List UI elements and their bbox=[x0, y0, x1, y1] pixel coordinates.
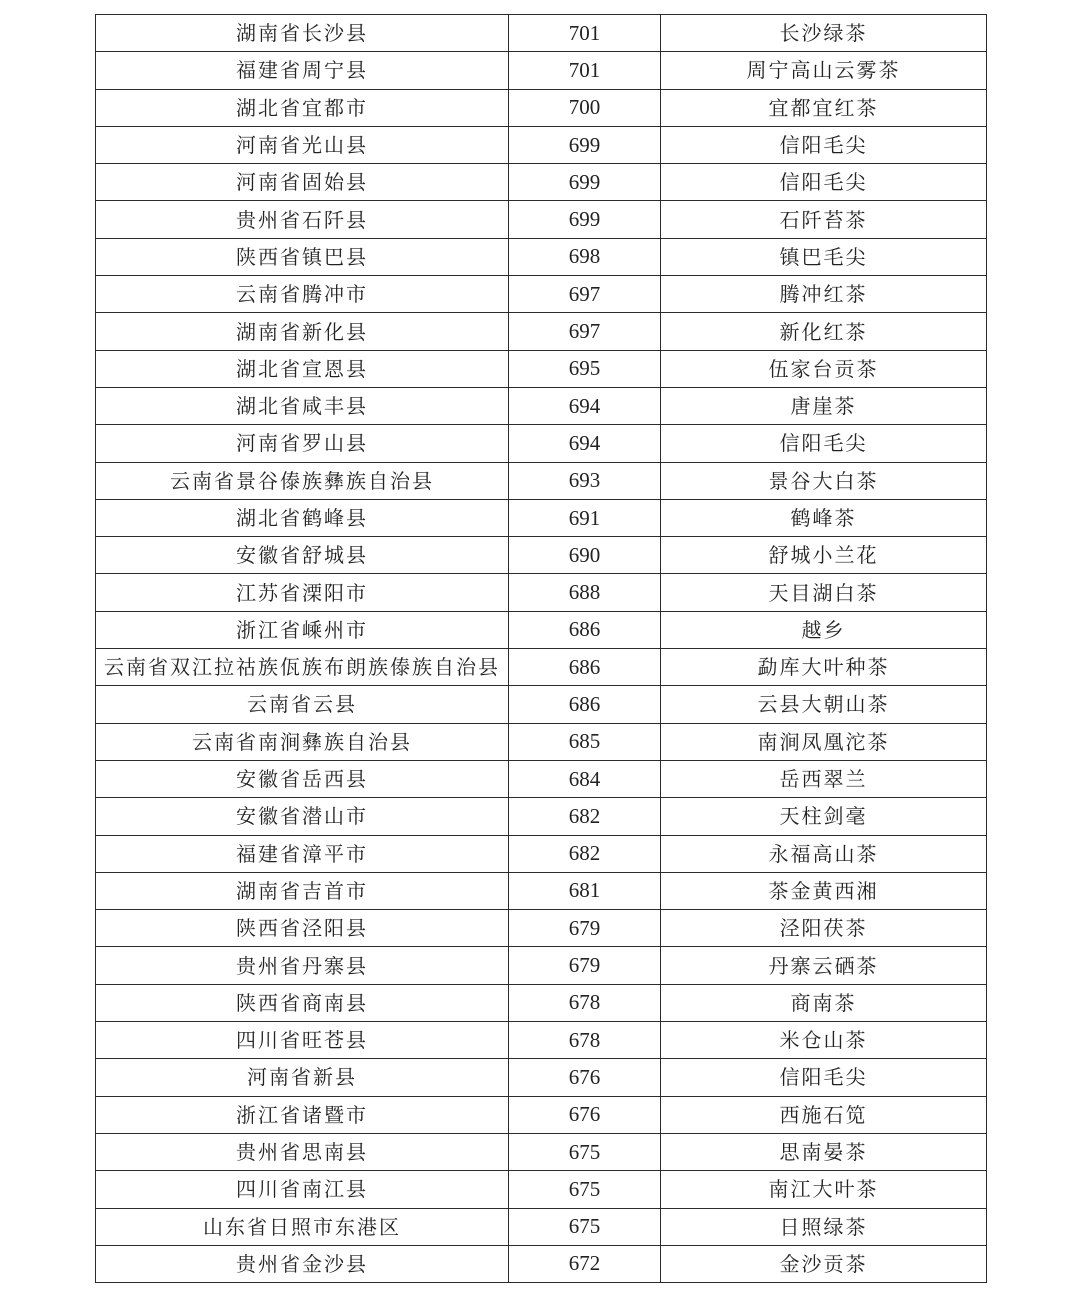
score-cell: 695 bbox=[509, 350, 661, 387]
region-cell: 河南省固始县 bbox=[96, 164, 509, 201]
brand-cell: 金沙贡茶 bbox=[661, 1245, 987, 1282]
brand-cell: 宜都宜红茶 bbox=[661, 89, 987, 126]
score-cell: 679 bbox=[509, 910, 661, 947]
score-cell: 694 bbox=[509, 425, 661, 462]
region-cell: 河南省罗山县 bbox=[96, 425, 509, 462]
brand-cell: 永福高山茶 bbox=[661, 835, 987, 872]
region-cell: 云南省景谷傣族彝族自治县 bbox=[96, 462, 509, 499]
table-row bbox=[96, 1171, 987, 1208]
region-cell: 湖北省宣恩县 bbox=[96, 350, 509, 387]
table-row bbox=[96, 872, 987, 909]
region-cell: 贵州省石阡县 bbox=[96, 201, 509, 238]
region-cell: 湖北省宜都市 bbox=[96, 89, 509, 126]
tea-county-table bbox=[95, 14, 987, 1283]
region-cell: 四川省南江县 bbox=[96, 1171, 509, 1208]
region-cell: 湖南省新化县 bbox=[96, 313, 509, 350]
score-cell: 675 bbox=[509, 1171, 661, 1208]
table-row bbox=[96, 238, 987, 275]
brand-cell: 景谷大白茶 bbox=[661, 462, 987, 499]
brand-cell: 信阳毛尖 bbox=[661, 425, 987, 462]
brand-cell: 天柱剑毫 bbox=[661, 798, 987, 835]
score-cell: 697 bbox=[509, 276, 661, 313]
brand-cell: 石阡苔茶 bbox=[661, 201, 987, 238]
table-body bbox=[96, 15, 987, 1283]
score-cell: 682 bbox=[509, 798, 661, 835]
brand-cell: 西施石笕 bbox=[661, 1096, 987, 1133]
score-cell: 678 bbox=[509, 1022, 661, 1059]
table-row bbox=[96, 313, 987, 350]
table-row bbox=[96, 201, 987, 238]
brand-cell: 泾阳茯茶 bbox=[661, 910, 987, 947]
region-cell: 四川省旺苍县 bbox=[96, 1022, 509, 1059]
table-row bbox=[96, 52, 987, 89]
region-cell: 贵州省思南县 bbox=[96, 1133, 509, 1170]
brand-cell: 日照绿茶 bbox=[661, 1208, 987, 1245]
brand-cell: 云县大朝山茶 bbox=[661, 686, 987, 723]
brand-cell: 米仓山茶 bbox=[661, 1022, 987, 1059]
brand-cell: 伍家台贡茶 bbox=[661, 350, 987, 387]
table-row bbox=[96, 798, 987, 835]
table-row bbox=[96, 686, 987, 723]
brand-cell: 舒城小兰花 bbox=[661, 537, 987, 574]
brand-cell: 信阳毛尖 bbox=[661, 164, 987, 201]
region-cell: 福建省漳平市 bbox=[96, 835, 509, 872]
brand-cell: 南涧凤凰沱茶 bbox=[661, 723, 987, 760]
brand-cell: 镇巴毛尖 bbox=[661, 238, 987, 275]
region-cell: 浙江省嵊州市 bbox=[96, 611, 509, 648]
brand-cell: 越乡 bbox=[661, 611, 987, 648]
table-row bbox=[96, 1245, 987, 1282]
table-row bbox=[96, 15, 987, 52]
table-row bbox=[96, 910, 987, 947]
brand-cell: 唐崖茶 bbox=[661, 387, 987, 424]
brand-cell: 长沙绿茶 bbox=[661, 15, 987, 52]
score-cell: 676 bbox=[509, 1059, 661, 1096]
brand-cell: 岳西翠兰 bbox=[661, 760, 987, 797]
region-cell: 陕西省镇巴县 bbox=[96, 238, 509, 275]
score-cell: 686 bbox=[509, 611, 661, 648]
region-cell: 湖北省鹤峰县 bbox=[96, 499, 509, 536]
brand-cell: 商南茶 bbox=[661, 984, 987, 1021]
region-cell: 安徽省舒城县 bbox=[96, 537, 509, 574]
region-cell: 湖南省吉首市 bbox=[96, 872, 509, 909]
score-cell: 684 bbox=[509, 760, 661, 797]
table-row bbox=[96, 1022, 987, 1059]
score-cell: 678 bbox=[509, 984, 661, 1021]
brand-cell: 腾冲红茶 bbox=[661, 276, 987, 313]
region-cell: 陕西省商南县 bbox=[96, 984, 509, 1021]
brand-cell: 新化红茶 bbox=[661, 313, 987, 350]
region-cell: 河南省光山县 bbox=[96, 126, 509, 163]
score-cell: 686 bbox=[509, 649, 661, 686]
region-cell: 河南省新县 bbox=[96, 1059, 509, 1096]
brand-cell: 勐库大叶种茶 bbox=[661, 649, 987, 686]
region-cell: 浙江省诸暨市 bbox=[96, 1096, 509, 1133]
table-row bbox=[96, 126, 987, 163]
table-row bbox=[96, 276, 987, 313]
region-cell: 安徽省岳西县 bbox=[96, 760, 509, 797]
region-cell: 贵州省金沙县 bbox=[96, 1245, 509, 1282]
table-row bbox=[96, 499, 987, 536]
region-cell: 湖南省长沙县 bbox=[96, 15, 509, 52]
table-row bbox=[96, 760, 987, 797]
region-cell: 湖北省咸丰县 bbox=[96, 387, 509, 424]
brand-cell: 丹寨云硒茶 bbox=[661, 947, 987, 984]
table-row bbox=[96, 537, 987, 574]
region-cell: 福建省周宁县 bbox=[96, 52, 509, 89]
table-row bbox=[96, 723, 987, 760]
table-row bbox=[96, 1059, 987, 1096]
table-row bbox=[96, 462, 987, 499]
score-cell: 679 bbox=[509, 947, 661, 984]
brand-cell: 鹤峰茶 bbox=[661, 499, 987, 536]
score-cell: 682 bbox=[509, 835, 661, 872]
region-cell: 江苏省溧阳市 bbox=[96, 574, 509, 611]
score-cell: 685 bbox=[509, 723, 661, 760]
brand-cell: 信阳毛尖 bbox=[661, 1059, 987, 1096]
region-cell: 云南省南涧彝族自治县 bbox=[96, 723, 509, 760]
score-cell: 675 bbox=[509, 1208, 661, 1245]
brand-cell: 信阳毛尖 bbox=[661, 126, 987, 163]
score-cell: 694 bbox=[509, 387, 661, 424]
score-cell: 698 bbox=[509, 238, 661, 275]
brand-cell: 天目湖白茶 bbox=[661, 574, 987, 611]
score-cell: 699 bbox=[509, 164, 661, 201]
brand-cell: 南江大叶茶 bbox=[661, 1171, 987, 1208]
score-cell: 699 bbox=[509, 201, 661, 238]
region-cell: 云南省双江拉祜族佤族布朗族傣族自治县 bbox=[96, 649, 509, 686]
score-cell: 701 bbox=[509, 52, 661, 89]
table-row bbox=[96, 611, 987, 648]
table-row bbox=[96, 1133, 987, 1170]
score-cell: 693 bbox=[509, 462, 661, 499]
score-cell: 697 bbox=[509, 313, 661, 350]
table-row bbox=[96, 1096, 987, 1133]
score-cell: 676 bbox=[509, 1096, 661, 1133]
region-cell: 山东省日照市东港区 bbox=[96, 1208, 509, 1245]
score-cell: 672 bbox=[509, 1245, 661, 1282]
region-cell: 贵州省丹寨县 bbox=[96, 947, 509, 984]
table-row bbox=[96, 649, 987, 686]
score-cell: 681 bbox=[509, 872, 661, 909]
score-cell: 686 bbox=[509, 686, 661, 723]
region-cell: 陕西省泾阳县 bbox=[96, 910, 509, 947]
brand-cell: 茶金黄西湘 bbox=[661, 872, 987, 909]
table-row bbox=[96, 984, 987, 1021]
score-cell: 699 bbox=[509, 126, 661, 163]
brand-cell: 周宁高山云雾茶 bbox=[661, 52, 987, 89]
table-row bbox=[96, 574, 987, 611]
table-row bbox=[96, 1208, 987, 1245]
score-cell: 690 bbox=[509, 537, 661, 574]
table-row bbox=[96, 947, 987, 984]
table-row bbox=[96, 89, 987, 126]
table-row bbox=[96, 387, 987, 424]
score-cell: 691 bbox=[509, 499, 661, 536]
brand-cell: 思南晏茶 bbox=[661, 1133, 987, 1170]
table-row bbox=[96, 425, 987, 462]
region-cell: 云南省腾冲市 bbox=[96, 276, 509, 313]
score-cell: 675 bbox=[509, 1133, 661, 1170]
table-row bbox=[96, 350, 987, 387]
region-cell: 安徽省潜山市 bbox=[96, 798, 509, 835]
score-cell: 700 bbox=[509, 89, 661, 126]
score-cell: 688 bbox=[509, 574, 661, 611]
table-row bbox=[96, 164, 987, 201]
score-cell: 701 bbox=[509, 15, 661, 52]
region-cell: 云南省云县 bbox=[96, 686, 509, 723]
table-row bbox=[96, 835, 987, 872]
